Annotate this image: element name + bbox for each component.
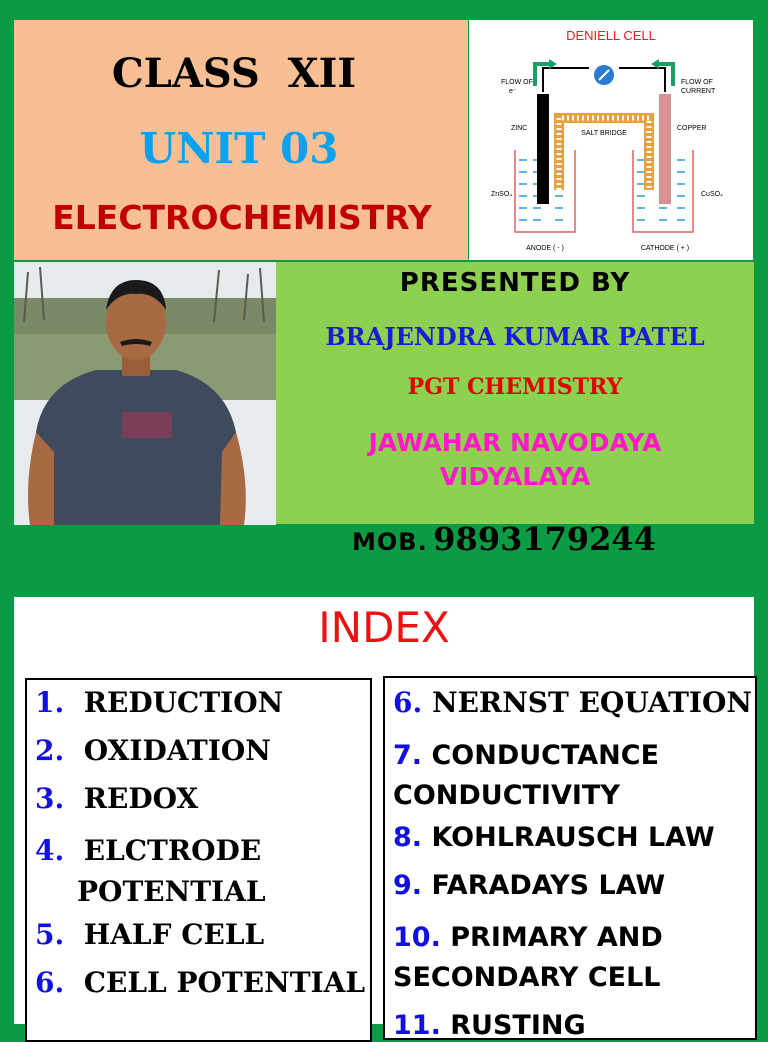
mobile-label: MOB.	[352, 528, 428, 556]
salt-bridge-label: SALT BRIDGE	[581, 130, 627, 137]
left-solution-label: ZnSO₄	[491, 191, 513, 198]
index-item-redox: 3. REDOX	[35, 782, 199, 815]
wire-right	[619, 68, 665, 92]
presenter-photo	[14, 262, 276, 525]
index-item-kohlrausch-law: 8. KOHLRAUSCH LAW	[393, 822, 715, 853]
unit-title: UNIT 03	[139, 124, 339, 173]
index-item-faradays-law: 9. FARADAYS LAW	[393, 870, 666, 901]
index-item-oxidation: 2. OXIDATION	[35, 734, 271, 767]
index-item-reduction: 1. REDUCTION	[35, 686, 284, 719]
copper-rod	[659, 94, 671, 204]
daniell-cell-diagram	[469, 20, 753, 260]
school-name	[276, 426, 754, 494]
school-name-line2: VIDYALAYA	[439, 462, 591, 491]
presented-by-label: PRESENTED BY	[399, 268, 631, 298]
class-title: CLASS XII	[111, 50, 357, 97]
index-item-rusting: 11. RUSTING	[393, 1010, 586, 1041]
presenter-role: PGT CHEMISTRY	[407, 374, 623, 400]
flow-electrons-label: FLOW OF	[501, 79, 533, 86]
salt-bridge	[559, 118, 649, 190]
subject-title: ELECTROCHEMISTRY	[52, 198, 432, 237]
index-item-electrode-potential: 4. ELCTRODE POTENTIAL	[35, 834, 266, 908]
index-item-half-cell: 5. HALF CELL	[35, 918, 265, 951]
index-right-list	[383, 676, 757, 1040]
anode-label: ANODE ( - )	[526, 245, 564, 252]
school-name-line1: JAWAHAR NAVODAYA	[368, 428, 662, 457]
copper-label: COPPER	[677, 125, 707, 132]
index-item-nernst-equation: 6. NERNST EQUATION	[393, 686, 752, 719]
flow-current-label-2: CURRENT	[681, 88, 716, 95]
index-item-conductance: 7. CONDUCTANCE CONDUCTIVITY	[393, 740, 660, 811]
index-item-cell-potential: 6. CELL POTENTIAL	[35, 966, 366, 999]
mobile-contact	[352, 520, 656, 558]
index-title: INDEX	[318, 603, 450, 652]
index-left-list	[25, 678, 372, 1042]
right-solution-label: CuSO₄	[701, 191, 723, 198]
zinc-label: ZINC	[511, 125, 528, 132]
mobile-number: 9893179244	[433, 520, 656, 558]
cathode-label: CATHODE ( + )	[640, 245, 690, 252]
index-item-primary-secondary-cell: 10. PRIMARY AND SECONDARY CELL	[393, 922, 663, 993]
wire-left	[543, 68, 589, 92]
presenter-name: BRAJENDRA KUMAR PATEL	[325, 322, 705, 351]
flow-electrons-symbol: e⁻	[509, 88, 517, 95]
flow-current-label: FLOW OF	[681, 79, 713, 86]
daniell-cell-svg	[469, 20, 753, 260]
zinc-rod	[537, 94, 549, 204]
diagram-title: DENIELL CELL	[566, 28, 656, 43]
